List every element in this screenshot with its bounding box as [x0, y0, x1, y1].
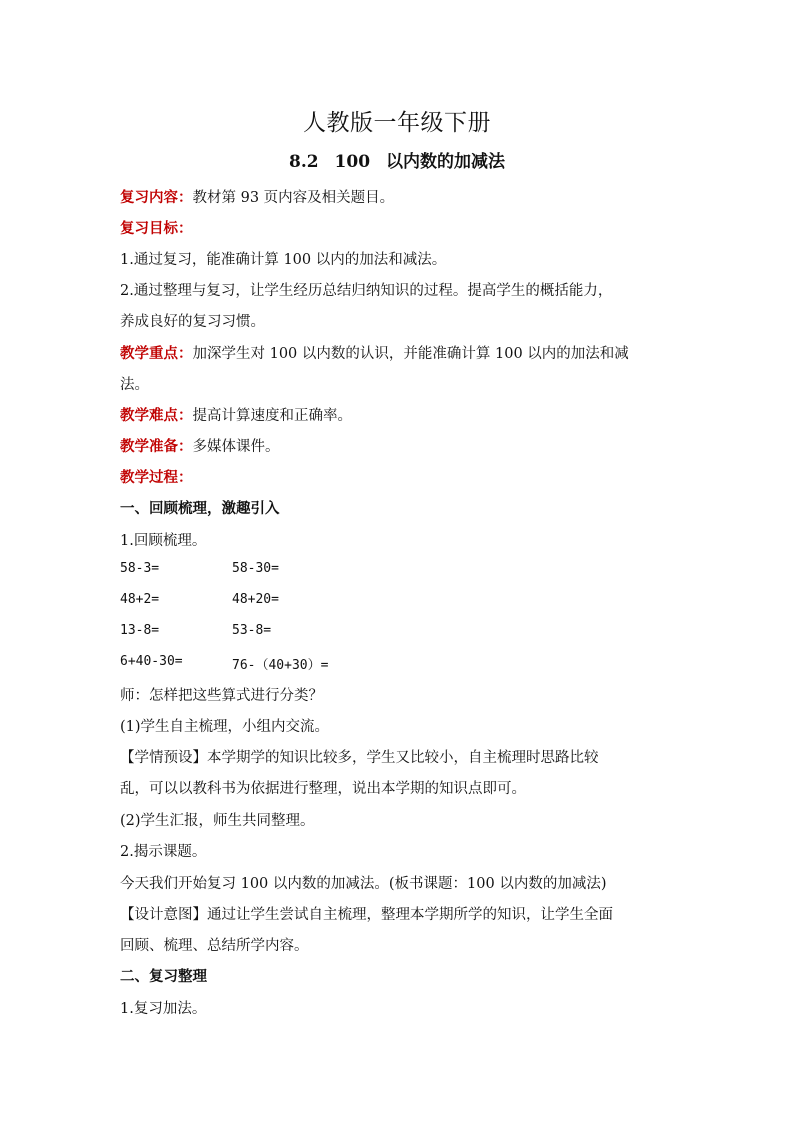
equation-left: 48+2= [120, 592, 160, 607]
goal-2-line2: 养成良好的复习习惯。 [120, 314, 265, 330]
step-3: 1.复习加法。 [120, 1001, 207, 1017]
goal-1: 1.通过复习，能准确计算 100 以内的加法和减法。 [120, 252, 447, 268]
document-title: 人教版一年级下册 [303, 110, 491, 136]
step-2: 2.揭示课题。 [120, 844, 207, 860]
lesson-subtitle: 8.2 100 以内数的加减法 [289, 152, 505, 172]
key-points-line2: 法。 [120, 377, 149, 393]
equation-row [120, 623, 272, 638]
section-2-heading: 二、复习整理 [120, 968, 207, 985]
goals-label: 复习目标： [120, 220, 193, 237]
design-line1: 【设计意图】通过让学生尝试自主梳理，整理本学期所学的知识，让学生全面 [120, 907, 613, 923]
preset-line2: 乱，可以以教科书为依据进行整理，说出本学期的知识点即可。 [120, 781, 526, 797]
equation-row [120, 592, 279, 607]
preset-line1: 【学情预设】本学期学的知识比较多，学生又比较小，自主梳理时思路比较 [120, 750, 599, 766]
equation-right: 48+20= [232, 592, 279, 607]
prep-text: 多媒体课件。 [192, 439, 280, 455]
difficulty-text: 提高计算速度和正确率。 [192, 408, 352, 424]
review-content-line [120, 186, 394, 207]
prep-label: 教学准备： [120, 438, 193, 455]
key-points-line [120, 342, 629, 363]
difficulty-label: 教学难点： [120, 407, 193, 424]
sub-step-2: (2)学生汇报，师生共同整理。 [120, 813, 315, 829]
equation-row [120, 561, 279, 576]
key-points-text: 加深学生对 100 以内数的认识，并能准确计算 100 以内的加法和减 [192, 346, 629, 362]
equation-right: 53-8= [232, 623, 272, 638]
key-points-label: 教学重点： [120, 345, 193, 362]
equation-left: 58-3= [120, 561, 160, 576]
equation-left: 6+40-30= [120, 654, 183, 669]
design-line2: 回顾、梳理、总结所学内容。 [120, 938, 309, 954]
difficulty-line [120, 404, 352, 425]
equation-row [120, 654, 329, 673]
process-label: 教学过程： [120, 469, 193, 486]
review-content-label: 复习内容： [120, 189, 193, 206]
prep-line [120, 435, 280, 456]
sub-step-1: (1)学生自主梳理，小组内交流。 [120, 719, 330, 735]
section-1-heading: 一、回顾梳理，激趣引入 [120, 500, 280, 517]
equation-right: 76-（40+30）= [232, 658, 329, 673]
equation-left: 13-8= [120, 623, 160, 638]
topic-line: 今天我们开始复习 100 以内数的加减法。(板书课题：100 以内数的加减法) [120, 876, 607, 892]
equation-right: 58-30= [232, 561, 279, 576]
step-1: 1.回顾梳理。 [120, 533, 207, 549]
goal-2-line1: 2.通过整理与复习，让学生经历总结归纳知识的过程。提高学生的概括能力， [120, 283, 613, 299]
teacher-question: 师：怎样把这些算式进行分类？ [120, 688, 323, 704]
review-content-text: 教材第 93 页内容及相关题目。 [192, 190, 395, 206]
